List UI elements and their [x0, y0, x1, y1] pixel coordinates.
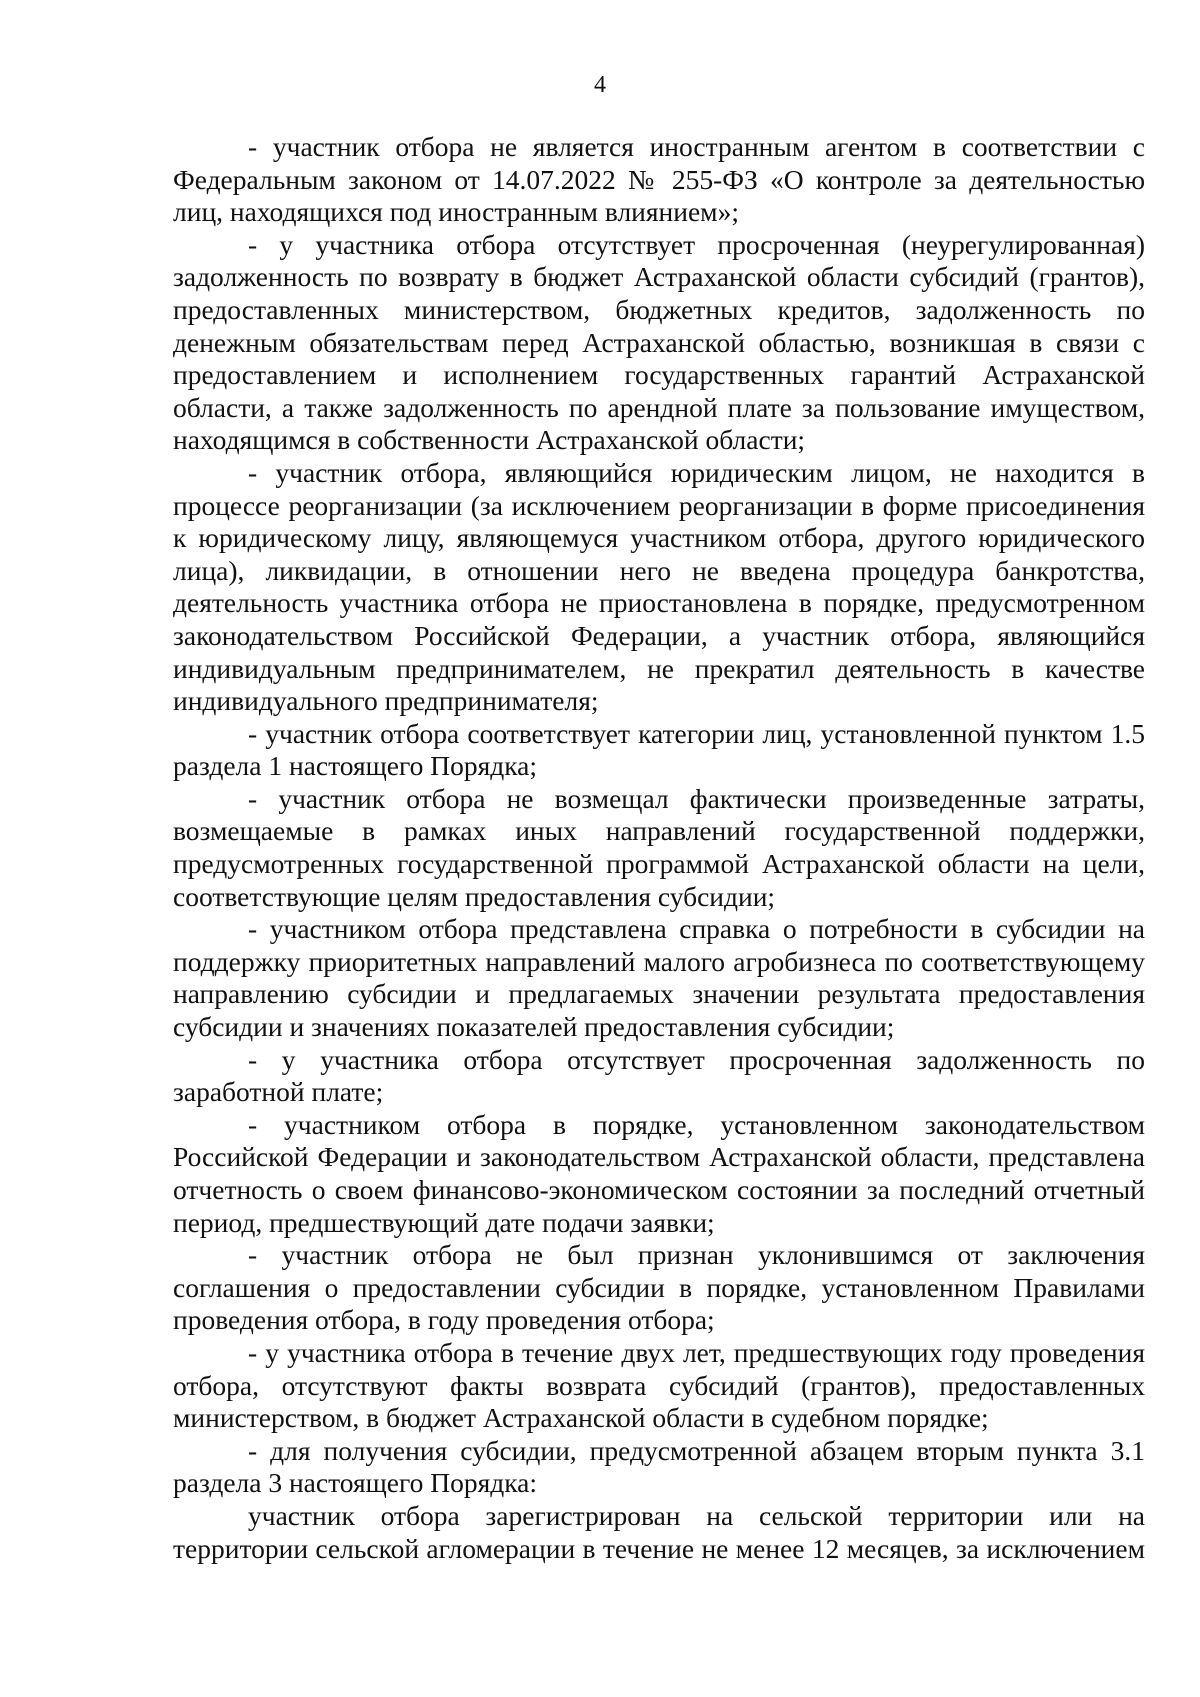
document-body — [173, 131, 1145, 1565]
paragraph-no-overdue-debt: - у участника отбора отсутствует просроченная (неурегулированная) задолженность по возврату в бюджет Астраханской области субсидий (грантов), предоставленных министерством, бюджетных кредитов, задолженность по денежным обязательствам перед Астраханской областью, возникшая в связи с предоставлением и исполнением государственных гарантий Астраханской области, а также задолженность по арендной плате за пользование имуществом, находящимся в собственности Астраханской области; — [173, 228, 1145, 456]
paragraph-need-certificate: - участником отбора представлена справка о потребности в субсидии на поддержку приоритетных направлений малого агробизнеса по соответствующему направлению субсидии и предлагаемых значении результата предоставления субсидии и значениях показателей предоставления субсидии; — [173, 913, 1145, 1043]
paragraph-category-of-persons: - участник отбора соответствует категории лиц, установленной пунктом 1.5 раздела 1 настоящего Порядка; — [173, 717, 1145, 782]
paragraph-no-wage-debt: - у участника отбора отсутствует просроченная задолженность по заработной плате; — [173, 1043, 1145, 1108]
paragraph-financial-reporting: - участником отбора в порядке, установленном законодательством Российской Федерации и законодательством Астраханской области, представлена отчетность о своем финансово-экономическом состоянии за последний отчетный период, предшествующий дате подачи заявки; — [173, 1108, 1145, 1238]
paragraph-not-evading-agreement: - участник отбора не был признан уклонившимся от заключения соглашения о предоставлении субсидии в порядке, установленном Правилами проведения отбора, в году проведения отбора; — [173, 1239, 1145, 1336]
paragraph-no-subsidy-returns: - у участника отбора в течение двух лет, предшествующих году проведения отбора, отсутствуют факты возврата субсидий (грантов), предоставленных министерством, в бюджет Астраханской области в судебном порядке; — [173, 1336, 1145, 1434]
paragraph-foreign-agent: - участник отбора не является иностранным агентом в соответствии с Федеральным законом от 14.07.2022 № 255-ФЗ «О контроле за деятельностью лиц, находящихся под иностранным влиянием»; — [173, 131, 1145, 228]
paragraph-rural-registration: участник отбора зарегистрирован на сельской территории или на территории сельской агломерации в течение не менее 12 месяцев, за исключением — [173, 1499, 1145, 1564]
page-number: 4 — [594, 72, 606, 98]
paragraph-costs-not-reimbursed: - участник отбора не возмещал фактически произведенные затраты, возмещаемые в рамках иных направлений государственной поддержки, предусмотренных государственной программой Астраханской области на цели, соответствующие целям предоставления субсидии; — [173, 782, 1145, 912]
paragraph-subsidy-clause: - для получения субсидии, предусмотренной абзацем вторым пункта 3.1 раздела 3 настоящего Порядка: — [173, 1434, 1145, 1499]
paragraph-no-reorganization: - участник отбора, являющийся юридическим лицом, не находится в процессе реорганизации (за исключением реорганизации в форме присоединения к юридическому лицу, являющемуся участником отбора, другого юридического лица), ликвидации, в отношении него не введена процедура банкротства, деятельность участника отбора не приостановлена в порядке, предусмотренном законодательством Российской Федерации, а участник отбора, являющийся индивидуальным предпринимателем, не прекратил деятельность в качестве индивидуального предпринимателя; — [173, 456, 1145, 717]
